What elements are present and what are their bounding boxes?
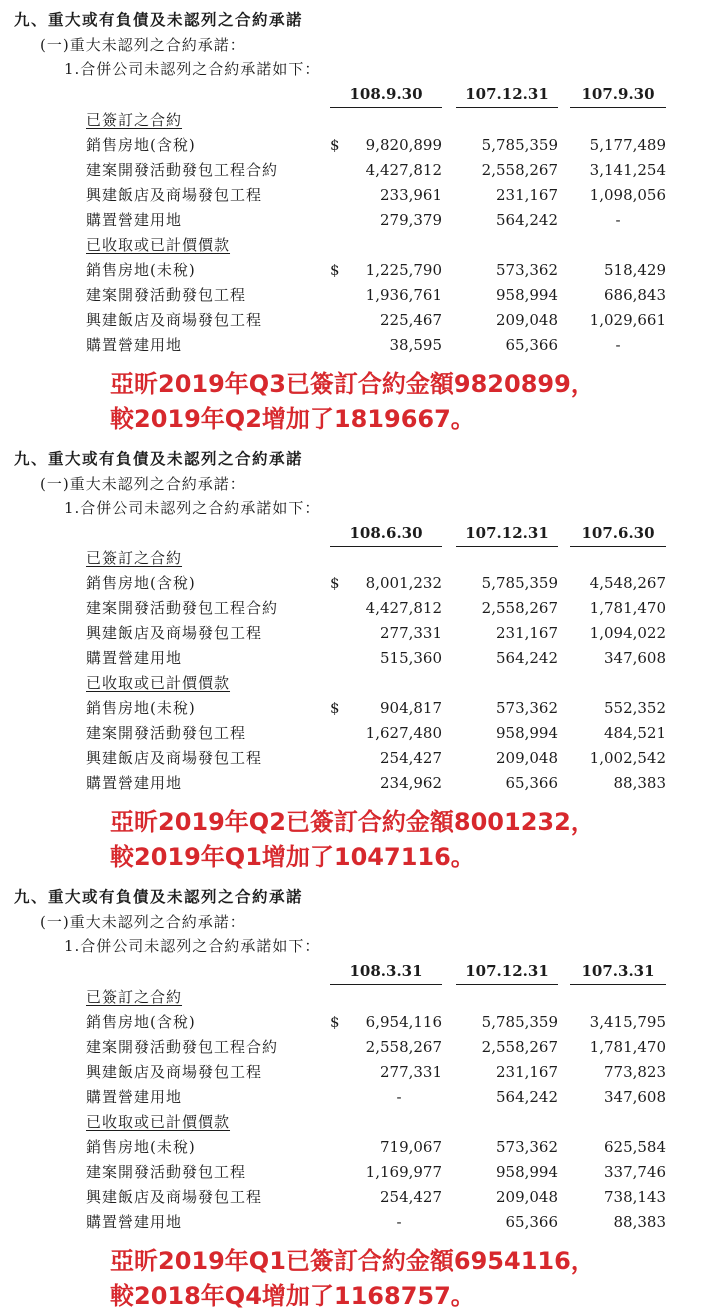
row-label: 興建飯店及商場發包工程: [86, 185, 263, 204]
group-row-spacer: [330, 108, 666, 133]
table-row: [86, 596, 666, 621]
value-cell-3: 484,521: [603, 724, 667, 742]
column-header-date-1: 108.3.31: [330, 958, 442, 985]
table-body: [86, 985, 666, 1235]
value-cell-2: 564,242: [495, 210, 559, 229]
value-cell-2: 209,048: [495, 749, 559, 767]
column-gap: [558, 133, 570, 158]
header-gap: [442, 520, 456, 547]
column-gap: [558, 208, 570, 233]
value-cell-2: 573,362: [495, 1137, 559, 1156]
column-gap: [558, 1060, 570, 1085]
currency-symbol: [330, 621, 356, 646]
value-cell-3: 1,094,022: [589, 624, 667, 642]
currency-symbol: [330, 596, 356, 621]
note-section: [0, 7, 720, 437]
section-heading: 九、重大或有負債及未認列之合約承諾: [14, 887, 304, 906]
annotation-line-2: 較2018年Q4增加了1168757。: [110, 1281, 475, 1310]
value-cell-1: -: [396, 1087, 402, 1106]
value-cell-3: 552,352: [603, 699, 667, 717]
value-cell-2: 2,558,267: [481, 1037, 559, 1056]
column-gap: [558, 283, 570, 308]
value-cell-2: 573,362: [495, 260, 559, 279]
column-gap: [558, 1135, 570, 1160]
currency-symbol: [330, 1135, 356, 1160]
row-label: 銷售房地(含稅): [86, 135, 196, 154]
header-gap: [558, 520, 570, 547]
column-gap: [558, 1035, 570, 1060]
value-cell-1: 279,379: [379, 210, 443, 229]
value-cell-3: -: [615, 210, 621, 229]
row-label: 建案開發活動發包工程合約: [86, 160, 279, 179]
list-item-heading: 1.合併公司未認列之合約承諾如下：: [64, 937, 321, 955]
column-header-date-1: 108.6.30: [330, 520, 442, 547]
group-row-spacer: [330, 985, 666, 1010]
currency-symbol: $: [330, 699, 340, 717]
annotation-line-2: 較2019年Q1增加了1047116。: [110, 843, 475, 871]
list-item-heading: 1.合併公司未認列之合約承諾如下：: [64, 60, 321, 78]
value-cell-1: 277,331: [379, 1062, 443, 1081]
value-cell-3: 625,584: [603, 1137, 667, 1156]
group-label: 已簽訂之合約: [86, 549, 183, 567]
column-gap: [442, 208, 456, 233]
column-gap: [442, 771, 456, 796]
value-cell-2: 573,362: [495, 699, 559, 717]
column-gap: [442, 133, 456, 158]
table-row: [86, 1035, 666, 1060]
currency-symbol: $: [330, 260, 340, 279]
column-gap: [558, 1160, 570, 1185]
column-header-date-3: 107.9.30: [570, 81, 666, 108]
note-section: [0, 884, 720, 1314]
value-cell-2: 958,994: [495, 1162, 559, 1181]
group-label-cell: [86, 233, 330, 258]
currency-symbol: [330, 646, 356, 671]
header-gap: [442, 958, 456, 985]
currency-symbol: $: [330, 1012, 340, 1031]
value-cell-3: 773,823: [603, 1062, 667, 1081]
value-cell-2: 231,167: [495, 624, 559, 642]
value-cell-1: 8,001,232: [365, 574, 443, 592]
value-cell-3: 1,029,661: [589, 310, 667, 329]
value-cell-3: 4,548,267: [589, 574, 667, 592]
value-cell-1: -: [396, 1212, 402, 1231]
value-cell-1: 719,067: [379, 1137, 443, 1156]
table-row: [86, 746, 666, 771]
note-section: [0, 446, 720, 876]
currency-symbol: [330, 1185, 356, 1210]
value-cell-2: 209,048: [495, 310, 559, 329]
group-label: 已收取或已計價價款: [86, 1112, 231, 1131]
group-label: 已簽訂之合約: [86, 987, 183, 1006]
column-gap: [442, 1210, 456, 1235]
annotation-line-1: 亞昕2019年Q1已簽訂合約金額6954116，: [110, 1246, 595, 1275]
annotation-block: [110, 367, 720, 437]
value-cell-1: 6,954,116: [365, 1012, 443, 1031]
row-label: 建案開發活動發包工程合約: [86, 599, 279, 617]
column-gap: [558, 258, 570, 283]
header-gap: [558, 81, 570, 108]
annotation-line-1: 亞昕2019年Q2已簽訂合約金額8001232，: [110, 808, 595, 836]
row-label: 銷售房地(含稅): [86, 574, 196, 592]
column-gap: [558, 158, 570, 183]
header-spacer: [86, 520, 330, 547]
table-row: [86, 696, 666, 721]
column-gap: [442, 308, 456, 333]
commitments-table: [86, 81, 666, 358]
column-gap: [442, 1085, 456, 1110]
column-gap: [558, 1185, 570, 1210]
column-gap: [558, 571, 570, 596]
row-label: 建案開發活動發包工程合約: [86, 1037, 279, 1056]
group-row-spacer: [330, 546, 666, 571]
value-cell-3: 3,415,795: [589, 1012, 667, 1031]
header-spacer: [86, 958, 330, 985]
column-gap: [558, 746, 570, 771]
column-gap: [442, 1035, 456, 1060]
currency-symbol: [330, 283, 356, 308]
currency-symbol: [330, 1085, 356, 1110]
group-label-row: [86, 1110, 666, 1135]
column-gap: [442, 646, 456, 671]
table-row: [86, 1185, 666, 1210]
currency-symbol: [330, 1160, 356, 1185]
currency-symbol: [330, 183, 356, 208]
table-row: [86, 1085, 666, 1110]
column-header-date-2: 107.12.31: [456, 958, 558, 985]
table-row: [86, 621, 666, 646]
column-gap: [558, 771, 570, 796]
group-label: 已收取或已計價價款: [86, 674, 231, 692]
annotation-line-1: 亞昕2019年Q3已簽訂合約金額9820899，: [110, 369, 595, 398]
column-gap: [442, 721, 456, 746]
column-gap: [442, 571, 456, 596]
value-cell-2: 564,242: [495, 649, 559, 667]
value-cell-1: 515,360: [379, 649, 443, 667]
table-row: [86, 1210, 666, 1235]
column-gap: [442, 333, 456, 358]
column-gap: [558, 621, 570, 646]
value-cell-1: 38,595: [389, 335, 443, 354]
value-cell-1: 4,427,812: [365, 599, 443, 617]
column-gap: [442, 746, 456, 771]
table-row: [86, 208, 666, 233]
table-row: [86, 721, 666, 746]
table-row: [86, 1135, 666, 1160]
table-header-row: [86, 81, 666, 108]
row-label: 建案開發活動發包工程: [86, 724, 247, 742]
value-cell-1: 4,427,812: [365, 160, 443, 179]
table-body: [86, 108, 666, 358]
table-row: [86, 133, 666, 158]
table-body: [86, 546, 666, 796]
row-label: 購置營建用地: [86, 774, 183, 792]
column-header-date-1: 108.9.30: [330, 81, 442, 108]
table-row: [86, 258, 666, 283]
value-cell-1: 9,820,899: [365, 135, 443, 154]
value-cell-3: 3,141,254: [589, 160, 667, 179]
value-cell-2: 65,366: [505, 774, 559, 792]
row-label: 銷售房地(含稅): [86, 1012, 196, 1031]
currency-symbol: [330, 721, 356, 746]
value-cell-1: 234,962: [379, 774, 443, 792]
row-label: 興建飯店及商場發包工程: [86, 749, 263, 767]
table-row: [86, 283, 666, 308]
column-gap: [558, 1210, 570, 1235]
group-label-row: [86, 546, 666, 571]
row-label: 興建飯店及商場發包工程: [86, 1187, 263, 1206]
value-cell-2: 5,785,359: [481, 135, 559, 154]
column-gap: [558, 696, 570, 721]
section-heading: 九、重大或有負債及未認列之合約承諾: [14, 448, 304, 468]
value-cell-1: 2,558,267: [365, 1037, 443, 1056]
group-label: 已簽訂之合約: [86, 110, 183, 129]
value-cell-1: 225,467: [379, 310, 443, 329]
row-label: 銷售房地(未稅): [86, 1137, 196, 1156]
table-row: [86, 1160, 666, 1185]
column-gap: [442, 596, 456, 621]
value-cell-3: 1,002,542: [589, 749, 667, 767]
group-label-row: [86, 671, 666, 696]
table-row: [86, 183, 666, 208]
column-gap: [442, 183, 456, 208]
currency-symbol: [330, 1035, 356, 1060]
column-gap: [442, 1135, 456, 1160]
header-gap: [558, 958, 570, 985]
value-cell-2: 231,167: [495, 185, 559, 204]
financial-notes-document: [0, 7, 720, 1314]
column-gap: [442, 283, 456, 308]
group-label-row: [86, 108, 666, 133]
row-label: 建案開發活動發包工程: [86, 285, 247, 304]
value-cell-2: 564,242: [495, 1087, 559, 1106]
value-cell-1: 1,169,977: [365, 1162, 443, 1181]
value-cell-1: 904,817: [379, 699, 443, 717]
value-cell-2: 231,167: [495, 1062, 559, 1081]
value-cell-3: 1,781,470: [589, 599, 667, 617]
row-label: 購置營建用地: [86, 335, 183, 354]
value-cell-1: 254,427: [379, 1187, 443, 1206]
group-label-cell: [86, 546, 330, 571]
column-gap: [442, 696, 456, 721]
column-gap: [442, 621, 456, 646]
column-gap: [442, 1010, 456, 1035]
row-label: 興建飯店及商場發包工程: [86, 1062, 263, 1081]
group-row-spacer: [330, 671, 666, 696]
table-header-row: [86, 520, 666, 547]
currency-symbol: [330, 333, 356, 358]
header-spacer: [86, 81, 330, 108]
column-gap: [558, 646, 570, 671]
group-label-cell: [86, 671, 330, 696]
value-cell-3: 518,429: [603, 260, 667, 279]
table-row: [86, 308, 666, 333]
group-label-row: [86, 985, 666, 1010]
group-label: 已收取或已計價價款: [86, 235, 231, 254]
annotation-block: [110, 1244, 720, 1314]
row-label: 興建飯店及商場發包工程: [86, 624, 263, 642]
value-cell-3: 738,143: [603, 1187, 667, 1206]
column-gap: [558, 333, 570, 358]
column-gap: [558, 308, 570, 333]
row-label: 購置營建用地: [86, 210, 183, 229]
group-label-cell: [86, 985, 330, 1010]
list-item-heading: 1.合併公司未認列之合約承諾如下：: [64, 498, 321, 517]
value-cell-2: 958,994: [495, 724, 559, 742]
row-label: 銷售房地(未稅): [86, 260, 196, 279]
value-cell-3: 88,383: [613, 1212, 667, 1231]
annotation-block: [110, 805, 720, 875]
value-cell-3: 337,746: [603, 1162, 667, 1181]
column-gap: [558, 1085, 570, 1110]
currency-symbol: $: [330, 135, 340, 154]
annotation-line-2: 較2019年Q2增加了1819667。: [110, 404, 475, 433]
currency-symbol: [330, 308, 356, 333]
value-cell-1: 1,936,761: [365, 285, 443, 304]
currency-symbol: [330, 1060, 356, 1085]
group-label-row: [86, 233, 666, 258]
column-gap: [442, 158, 456, 183]
group-label-cell: [86, 108, 330, 133]
table-row: [86, 571, 666, 596]
value-cell-2: 65,366: [505, 1212, 559, 1231]
value-cell-2: 2,558,267: [481, 599, 559, 617]
value-cell-3: 347,608: [603, 1087, 667, 1106]
value-cell-2: 958,994: [495, 285, 559, 304]
column-gap: [442, 1060, 456, 1085]
value-cell-2: 209,048: [495, 1187, 559, 1206]
section-heading: 九、重大或有負債及未認列之合約承諾: [14, 10, 304, 29]
value-cell-1: 1,225,790: [365, 260, 443, 279]
value-cell-2: 5,785,359: [481, 574, 559, 592]
table-row: [86, 1060, 666, 1085]
value-cell-1: 233,961: [379, 185, 443, 204]
commitments-table: [86, 958, 666, 1235]
value-cell-3: 347,608: [603, 649, 667, 667]
column-gap: [558, 183, 570, 208]
value-cell-2: 5,785,359: [481, 1012, 559, 1031]
subsection-heading: (一)重大未認列之合約承諾：: [40, 474, 246, 493]
subsection-heading: (一)重大未認列之合約承諾：: [40, 913, 246, 931]
column-header-date-2: 107.12.31: [456, 520, 558, 547]
subsection-heading: (一)重大未認列之合約承諾：: [40, 36, 246, 54]
header-gap: [442, 81, 456, 108]
column-header-date-3: 107.3.31: [570, 958, 666, 985]
row-label: 建案開發活動發包工程: [86, 1162, 247, 1181]
value-cell-3: -: [615, 335, 621, 354]
value-cell-1: 254,427: [379, 749, 443, 767]
column-gap: [442, 258, 456, 283]
table-row: [86, 646, 666, 671]
value-cell-1: 277,331: [379, 624, 443, 642]
currency-symbol: [330, 1210, 356, 1235]
row-label: 購置營建用地: [86, 1087, 183, 1106]
currency-symbol: [330, 158, 356, 183]
row-label: 興建飯店及商場發包工程: [86, 310, 263, 329]
column-gap: [442, 1185, 456, 1210]
value-cell-3: 5,177,489: [589, 135, 667, 154]
value-cell-3: 1,781,470: [589, 1037, 667, 1056]
group-row-spacer: [330, 1110, 666, 1135]
column-header-date-3: 107.6.30: [570, 520, 666, 547]
row-label: 購置營建用地: [86, 649, 183, 667]
column-gap: [558, 721, 570, 746]
row-label: 銷售房地(未稅): [86, 699, 196, 717]
column-gap: [558, 596, 570, 621]
commitments-table: [86, 520, 666, 797]
row-label: 購置營建用地: [86, 1212, 183, 1231]
currency-symbol: [330, 208, 356, 233]
column-header-date-2: 107.12.31: [456, 81, 558, 108]
table-row: [86, 158, 666, 183]
table-row: [86, 1010, 666, 1035]
value-cell-3: 88,383: [613, 774, 667, 792]
value-cell-3: 1,098,056: [589, 185, 667, 204]
column-gap: [442, 1160, 456, 1185]
group-label-cell: [86, 1110, 330, 1135]
column-gap: [558, 1010, 570, 1035]
value-cell-3: 686,843: [603, 285, 667, 304]
value-cell-2: 2,558,267: [481, 160, 559, 179]
currency-symbol: $: [330, 574, 340, 592]
value-cell-2: 65,366: [505, 335, 559, 354]
table-row: [86, 333, 666, 358]
group-row-spacer: [330, 233, 666, 258]
table-header-row: [86, 958, 666, 985]
value-cell-1: 1,627,480: [365, 724, 443, 742]
table-row: [86, 771, 666, 796]
currency-symbol: [330, 771, 356, 796]
currency-symbol: [330, 746, 356, 771]
